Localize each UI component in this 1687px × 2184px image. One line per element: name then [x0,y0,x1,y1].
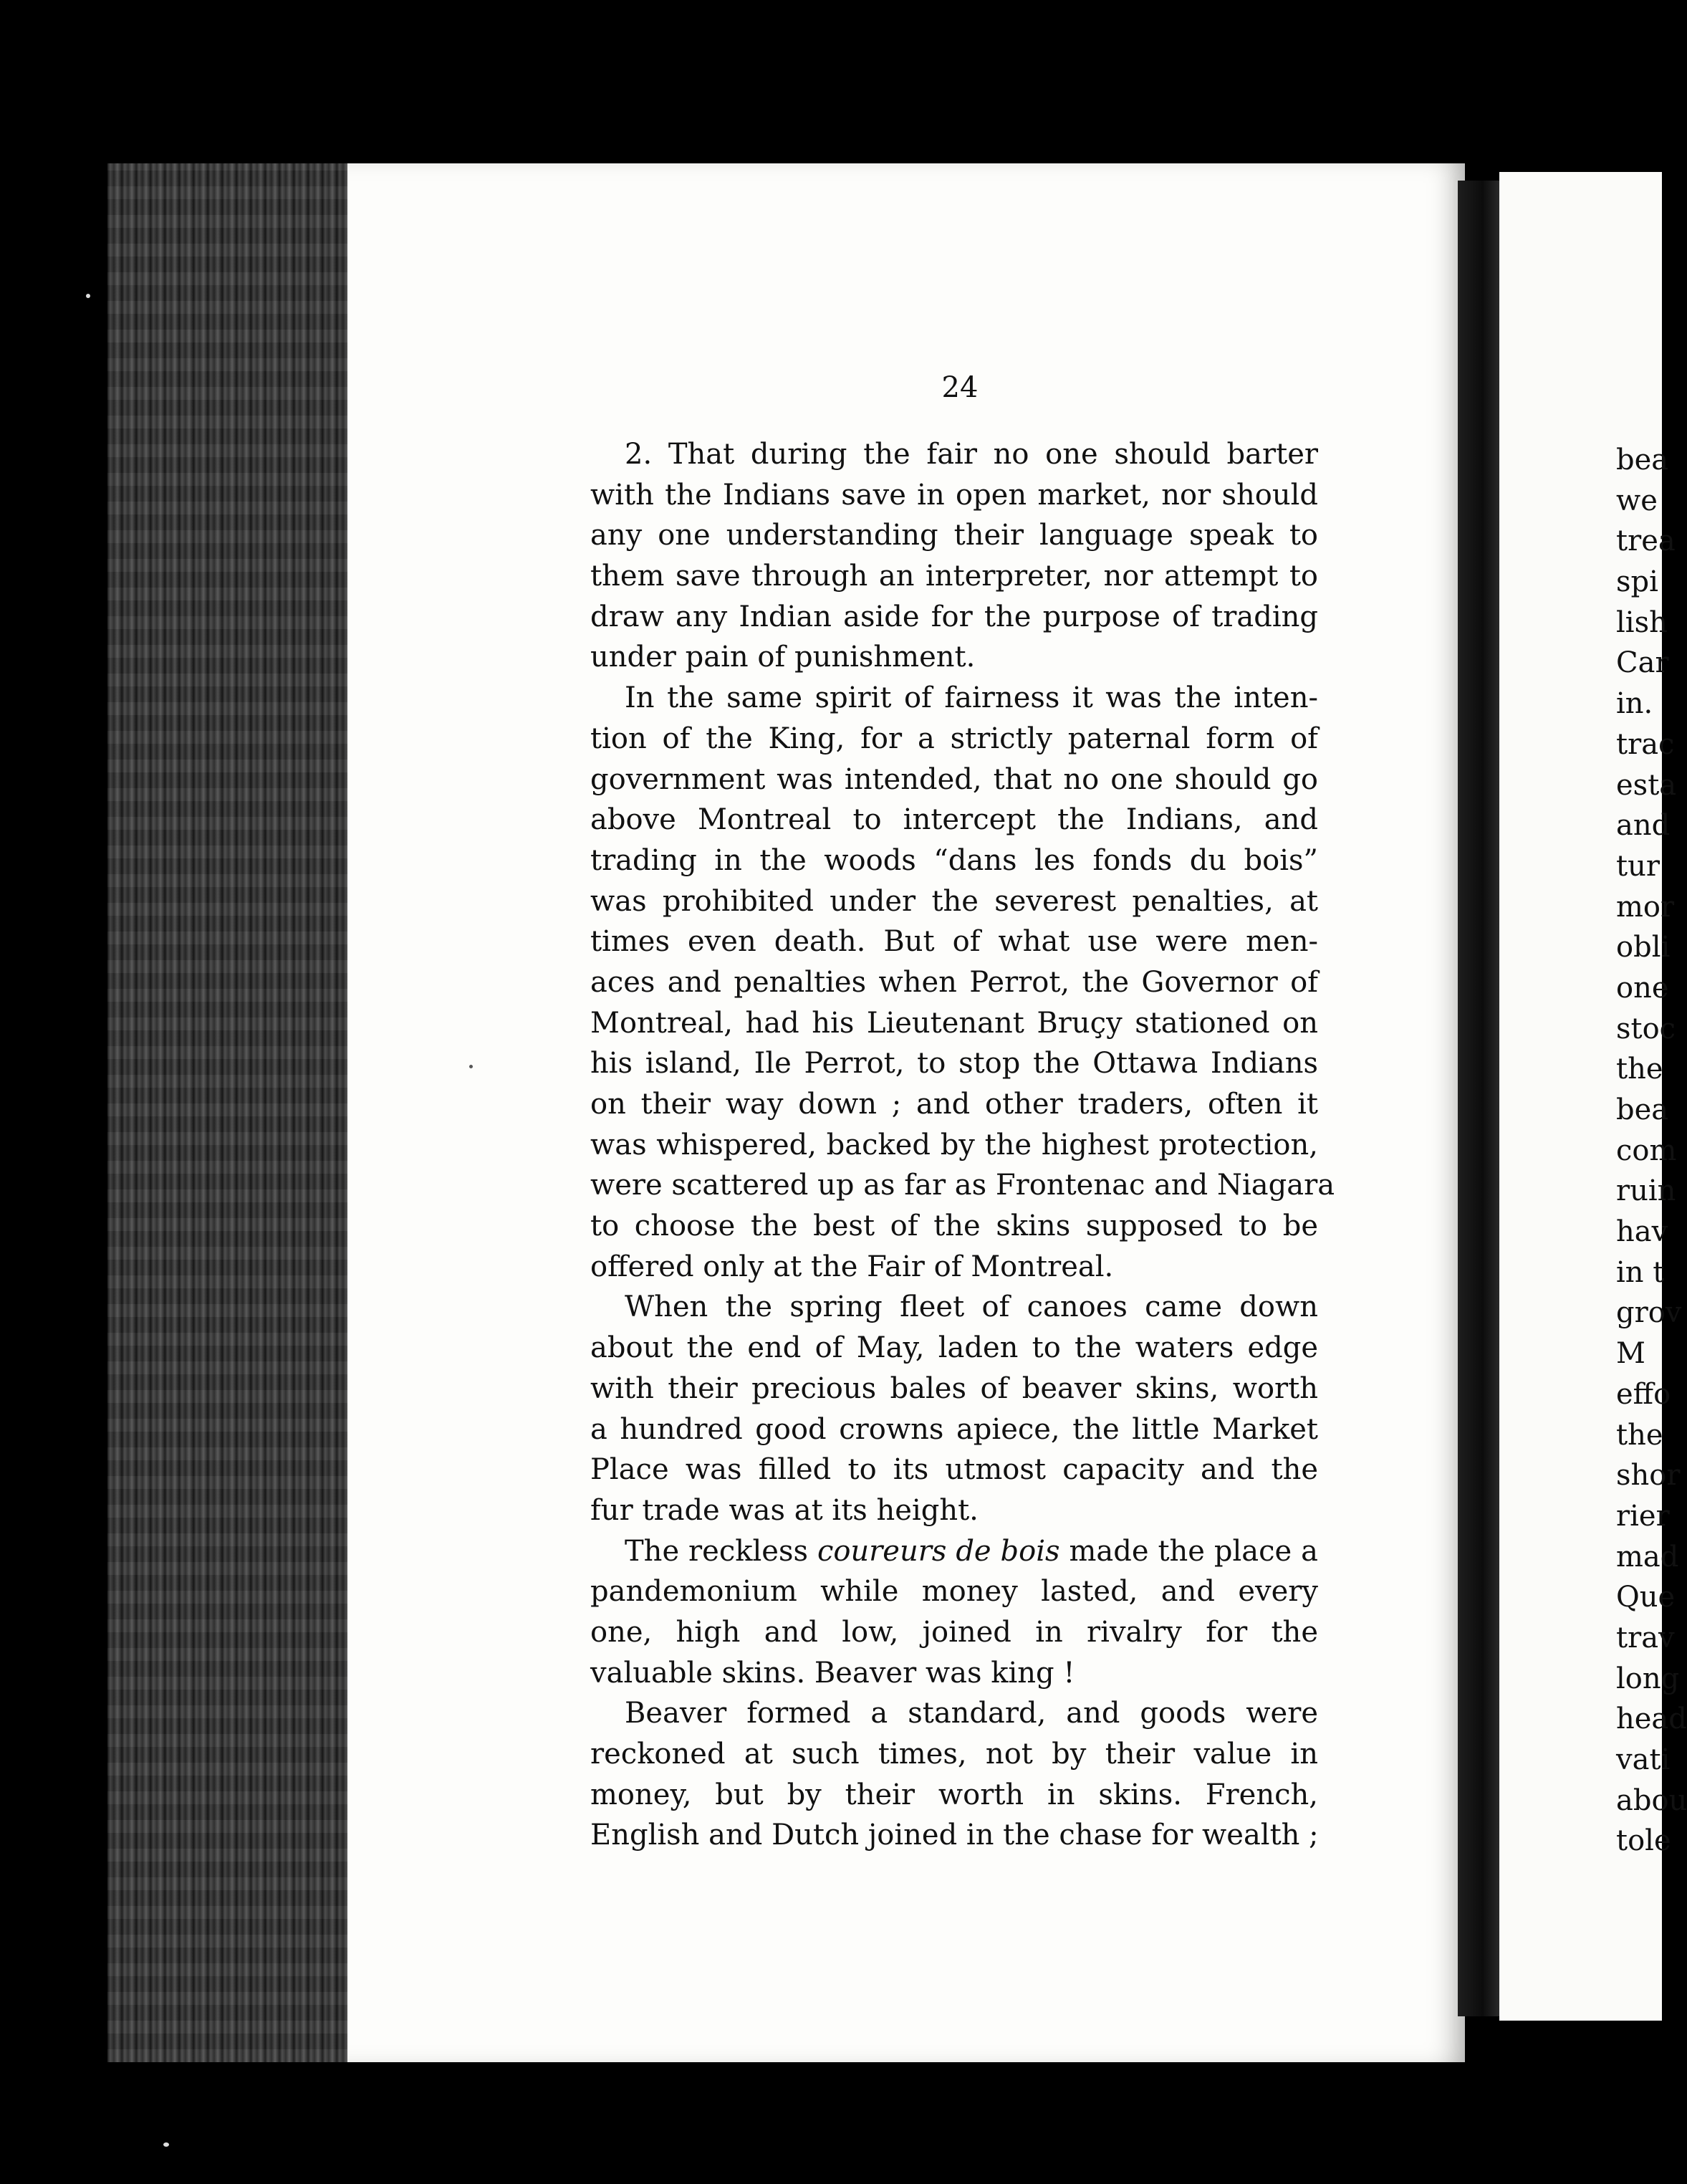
text-line: long [1616,1662,1680,1695]
text-line: in t [1616,1255,1665,1289]
text-line: were scattered up as far as Frontenac and Niagara [590,1169,1335,1202]
paragraph-5 [590,1693,1318,1856]
text-line: Montreal, had his Lieutenant Bruçy stationed on [590,1006,1318,1040]
text-line: about the end of May, laden to the waters edge [590,1331,1318,1365]
text-line: one [1616,971,1669,1005]
text-line: to choose the best of the skins supposed to be [590,1210,1318,1243]
text-line: trading in the woods “dans les fonds du bois” [590,843,1318,877]
text-line: Beaver formed a standard, and goods were [625,1697,1318,1730]
text-line: on their way down ; and other traders, often it [590,1088,1318,1121]
text-line: draw any Indian aside for the purpose of trading [590,600,1318,633]
text-line: offered only at the Fair of Montreal. [590,1250,1114,1283]
paragraph-3 [590,1287,1318,1531]
text-line: obli [1616,931,1671,964]
text-line: trac [1616,727,1675,761]
paragraph-1 [590,434,1318,678]
text-line: under pain of punishment. [590,641,976,674]
text-line: rier [1616,1499,1670,1533]
text-run: The reckless [625,1534,817,1568]
text-line [590,1531,1318,1572]
text-line: was whispered, backed by the highest protection, [590,1128,1318,1162]
text-line: English and Dutch joined in the chase for wealth ; [590,1819,1319,1852]
text-line: reckoned at such times, not by their value in [590,1738,1318,1771]
paragraph-4 [590,1531,1318,1694]
text-line: com [1616,1134,1677,1167]
text-line: with their precious bales of beaver skins, worth [590,1371,1318,1405]
text-line: a hundred good crowns apiece, the little Market [590,1412,1318,1446]
text-line: valuable skins. Beaver was king ! [590,1656,1075,1690]
text-line: trav [1616,1621,1675,1654]
text-line: we [1616,484,1658,517]
text-line: ruin [1616,1174,1676,1208]
text-line: M [1616,1337,1645,1371]
text-line: the [1616,1418,1663,1452]
text-line: abou [1616,1783,1687,1817]
text-line: mad [1616,1540,1679,1574]
text-line: above Montreal to intercept the Indians, and [590,803,1318,837]
text-line: vati [1616,1743,1671,1776]
text-line: stoc [1616,1012,1676,1045]
text-line: pandemonium while money lasted, and every [590,1575,1318,1609]
text-line: the [1616,1053,1663,1086]
italic-phrase: coureurs de bois [817,1534,1060,1568]
text-run: made the place a [1059,1534,1319,1568]
scan-speck [163,2142,169,2147]
text-line: and [1616,809,1671,843]
text-line: fur trade was at its height. [590,1493,979,1527]
text-line: one, high and low, joined in rivalry for the [590,1615,1318,1649]
text-line: mor [1616,890,1675,924]
text-line: hav [1616,1215,1668,1249]
text-line: lish [1616,605,1668,639]
right-page-text [1616,440,1687,1862]
text-line: any one understanding their language speak to [590,519,1318,552]
text-line: trea [1616,525,1676,558]
book-gutter [1458,181,1499,2016]
text-line: times even death. But of what use were men- [590,925,1318,959]
text-line: Que [1616,1581,1676,1614]
text-line: esta [1616,768,1677,802]
book-page-edges [107,163,347,2062]
page-number: 24 [941,371,979,404]
text-line: bea [1616,1093,1669,1126]
text-line: In the same spirit of fairness it was the inten- [625,681,1318,715]
body-text [590,434,1335,1856]
scan-speck [469,1065,473,1068]
text-line: 2. That during the fair no one should barter [625,438,1318,471]
text-line: in. [1616,687,1653,721]
text-line: spi [1616,565,1658,599]
text-line: grov [1616,1296,1682,1330]
text-line: shor [1616,1459,1681,1493]
text-line: tur [1616,849,1660,883]
text-line: government was intended, that no one should go [590,762,1318,796]
text-line: effo [1616,1377,1671,1411]
text-line: tole [1616,1824,1671,1858]
text-line: aces and penalties when Perrot, the Governor of [590,965,1318,999]
text-line: was prohibited under the severest penalties, at [590,884,1318,918]
text-line: bea [1616,444,1669,476]
text-line: with the Indians save in open market, nor should [590,478,1318,512]
text-line: them save through an interpreter, nor attempt to [590,560,1318,593]
paragraph-2 [590,678,1335,1287]
text-line: Place was filled to its utmost capacity and the [590,1453,1318,1487]
text-line: head [1616,1702,1687,1736]
text-line: his island, Ile Perrot, to stop the Ottawa Indians [590,1047,1318,1081]
text-line: tion of the King, for a strictly paternal form of [590,722,1318,755]
scan-speck [86,294,90,298]
text-line: money, but by their worth in skins. French, [590,1778,1318,1811]
text-line: Car [1616,646,1669,680]
text-line: When the spring fleet of canoes came down [625,1290,1318,1324]
